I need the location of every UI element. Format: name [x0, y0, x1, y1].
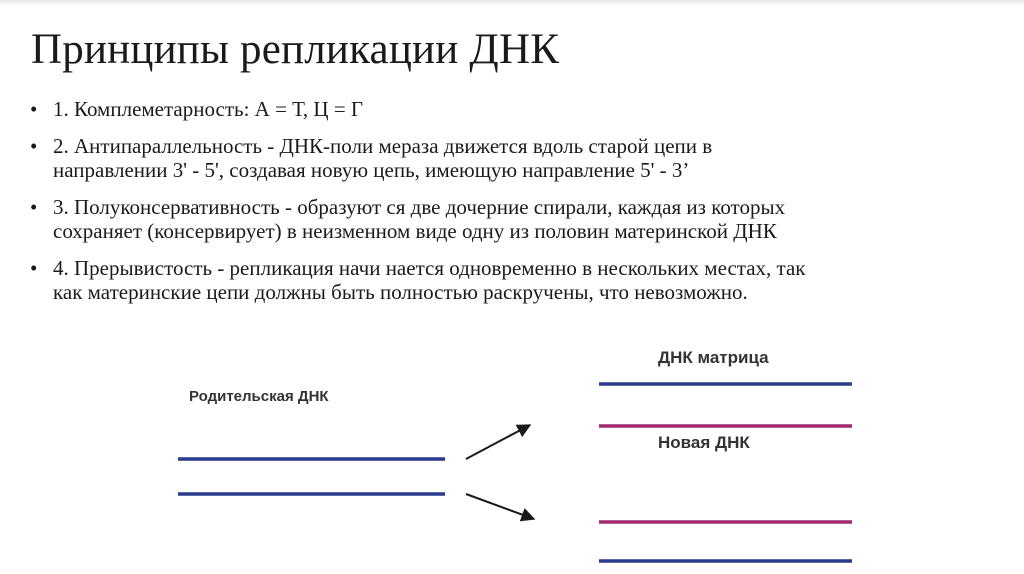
new-dna-label: Новая ДНК: [658, 433, 750, 452]
bullet-text-line: как материнские цепи должны быть полностью раскручены, что невозможно.: [53, 280, 748, 304]
bullet-text-line: 4. Прерывистость - репликация начи нается одновременно в нескольких местах, так: [53, 256, 806, 280]
bullet-marker: •: [30, 195, 38, 219]
bullet-text-line: направлении 3' - 5', создавая новую цепь, имеющую направление 5' - 3’: [53, 158, 690, 182]
bullet-text-line: 2. Антипараллельность - ДНК-поли мераза движется вдоль старой цепи в: [53, 134, 713, 158]
slide-title: Принципы репликации ДНК: [31, 26, 560, 73]
replication-arrow-up: [466, 425, 530, 459]
template-dna-label: ДНК матрица: [658, 348, 769, 367]
bullet-text-line: сохраняет (консервирует) в неизменном виде одну из половин материнской ДНК: [53, 219, 777, 243]
bullet-marker: •: [30, 134, 38, 158]
bullet-text-line: 1. Комплеметарность: А = Т, Ц = Г: [53, 97, 364, 121]
bullet-text-line: 3. Полуконсервативность - образуют ся две дочерние спирали, каждая из которых: [53, 195, 786, 219]
parent-dna-label: Родительская ДНК: [189, 388, 329, 405]
bullet-marker: •: [30, 97, 38, 121]
replication-arrow-down: [466, 494, 534, 519]
bullet-marker: •: [30, 256, 38, 280]
